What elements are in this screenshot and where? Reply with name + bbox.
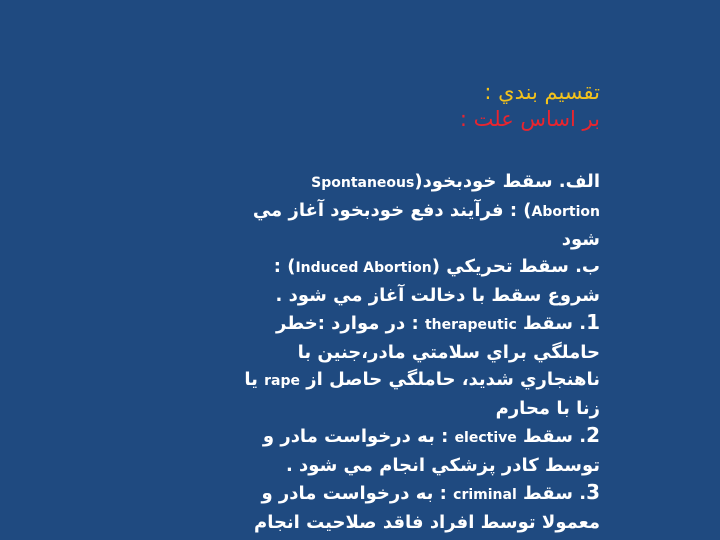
body-line-3 bbox=[192, 226, 600, 253]
latin-term: elective bbox=[454, 430, 517, 446]
body-line-12 bbox=[192, 479, 600, 509]
body-line-2 bbox=[192, 197, 600, 226]
body-text: توسط كادر پزشكي انجام مي شود . bbox=[285, 455, 600, 476]
latin-term: Abortion bbox=[531, 204, 600, 220]
slide-title: تقسيم بندي : bbox=[484, 80, 600, 104]
body-line-5 bbox=[192, 282, 600, 309]
body-text: معمولا توسط افراد فاقد صلاحيت انجام bbox=[254, 512, 600, 533]
item-number: 2 bbox=[586, 423, 600, 447]
body-text: زنا با محارم bbox=[495, 398, 600, 419]
body-line-9 bbox=[192, 395, 600, 422]
body-text: . سقط bbox=[516, 426, 587, 447]
latin-term: criminal bbox=[453, 487, 517, 503]
body-text: ) : bbox=[273, 256, 296, 277]
body-text: ناهنجاري شديد، حاملگي حاصل از bbox=[300, 369, 600, 390]
body-text: الف. سقط خودبخود( bbox=[414, 171, 600, 192]
title-block bbox=[360, 78, 600, 132]
body-text: : به درخواست مادر و bbox=[262, 426, 455, 447]
body-text: شروع سقط با دخالت آغاز مي شود . bbox=[275, 285, 600, 306]
latin-term: Spontaneous bbox=[311, 175, 415, 191]
body-text: . سقط bbox=[516, 313, 587, 334]
body-line-8 bbox=[192, 366, 600, 395]
slide-subtitle: بر اساس علت : bbox=[459, 107, 600, 131]
body-text: شود bbox=[561, 229, 600, 250]
item-number: 3 bbox=[586, 480, 600, 504]
body-line-4 bbox=[192, 253, 600, 282]
body-line-7 bbox=[192, 339, 600, 366]
body-text: : در موارد :خطر bbox=[276, 313, 425, 334]
body-text: . سقط bbox=[516, 483, 587, 504]
body-text: يا bbox=[244, 369, 265, 390]
body-line-10 bbox=[192, 422, 600, 452]
slide-body bbox=[192, 168, 600, 536]
latin-term: rape bbox=[264, 373, 300, 389]
body-line-6 bbox=[192, 309, 600, 339]
body-line-13 bbox=[192, 509, 600, 536]
body-text: حاملگي براي سلامتي مادر،جنين با bbox=[297, 342, 600, 363]
body-text: : به درخواست مادر و bbox=[261, 483, 454, 504]
latin-term: Induced Abortion bbox=[295, 260, 432, 276]
body-text: ب. سقط تحريكي ( bbox=[431, 256, 600, 277]
body-text: ) : فرآيند دفع خودبخود آغاز مي bbox=[252, 200, 532, 221]
item-number: 1 bbox=[586, 310, 600, 334]
body-line-1 bbox=[192, 168, 600, 197]
body-line-11 bbox=[192, 452, 600, 479]
latin-term: therapeutic bbox=[424, 317, 517, 333]
